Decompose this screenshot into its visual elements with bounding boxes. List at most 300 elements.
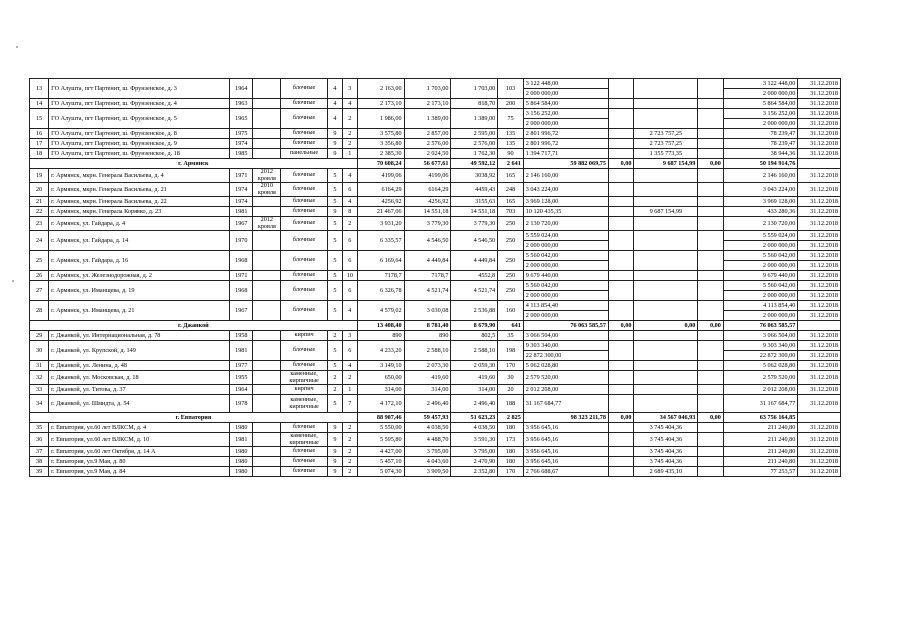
fund-owners-cell: 5 559 024,00 [723,231,798,241]
area-residential-cell: 2 352,80 [451,467,498,477]
date-cell: 31.12.2018 [798,183,841,197]
address-cell: ГО Алушта, пгт Партенит, ш. Фрунзенское, д. 8 [49,129,230,139]
cost-total-cell: 2 000 000,00 [523,291,608,301]
last-repair-cell [253,423,281,433]
area-total-cell: 6 169,64 [357,251,404,271]
fund-owners-cell: 3 969 128,00 [723,197,798,207]
area-residential-cell: 314,00 [451,385,498,395]
fund-federal-cell [608,271,634,281]
wall-material-cell: блочные [281,251,328,271]
floors-cell: 5 [327,361,342,371]
area-living-cell: 8 781,40 [404,321,451,331]
row-number-cell: 23 [30,217,49,231]
area-residential-cell: 4 038,50 [451,423,498,433]
fund-federal-cell [608,281,634,301]
date-cell: 31.12.2018 [798,341,841,351]
area-living-cell: 2 576,00 [404,139,451,149]
year-cell: 1967 [230,217,253,231]
row-number-cell: 33 [30,385,49,395]
cost-total-cell: 2 000 000,00 [523,241,608,251]
fund-regional-cell: 3 745 404,36 [634,457,698,467]
wall-material-cell: блочные [281,467,328,477]
last-repair-cell [253,457,281,467]
fund-owners-cell: 2 579 520,00 [723,371,798,385]
fund-federal-cell [608,467,634,477]
date-cell: 31.12.2018 [798,119,841,129]
fund-local-cell [698,447,724,457]
table-row [30,361,841,371]
fund-owners-cell: 3 156 252,00 [723,109,798,119]
wall-material-cell: блочные [281,183,328,197]
fund-regional-cell [634,217,698,231]
row-number-cell: 25 [30,251,49,271]
wall-material-cell: блочные [281,129,328,139]
address-cell: г. Армянск, ул. Железнодорожная, д. 2 [49,271,230,281]
table-row [30,251,841,261]
address-cell: г. Армянск, мкрн. Генерала Корявко, д. 23 [49,207,230,217]
last-repair-cell [253,331,281,341]
area-residential-cell: 818,70 [451,99,498,109]
residents-cell: 250 [498,281,524,301]
fund-regional-cell: 34 567 046,93 [634,413,698,423]
fund-regional-cell [634,331,698,341]
year-cell: 1981 [230,341,253,361]
address-cell: ГО Алушта, пгт Партенит, ш. Фрунзенское, д. 3 [49,79,230,99]
date-cell: 31.12.2018 [798,423,841,433]
budget-table-sheet [29,78,841,477]
area-living-cell: 2 073,30 [404,361,451,371]
fund-owners-cell: 3 043 224,00 [723,183,798,197]
fund-local-cell [698,197,724,207]
fund-regional-cell: 9 687 154,99 [634,207,698,217]
last-repair-cell [253,109,281,129]
address-cell: г. Джанкой, ул. Ленина, д. 48 [49,361,230,371]
area-living-cell: 3 779,30 [404,217,451,231]
fund-federal-cell [608,395,634,413]
date-cell: 31.12.2018 [798,79,841,89]
fund-local-cell [698,207,724,217]
row-number-cell: 16 [30,129,49,139]
date-cell: 31.12.2018 [798,385,841,395]
date-cell: 31.12.2018 [798,371,841,385]
entrances-cell: 2 [342,467,357,477]
fund-federal-cell [608,301,634,321]
date-cell: 31.12.2018 [798,197,841,207]
row-number-cell: 29 [30,331,49,341]
fund-owners-cell: 77 253,57 [723,467,798,477]
table-row [30,149,841,159]
fund-regional-cell [634,231,698,251]
area-total-cell: 650,00 [357,371,404,385]
fund-owners-cell: 211 240,80 [723,423,798,433]
wall-material-cell: блочные [281,281,328,301]
subtotal-name: г. Евпатория [30,413,358,423]
area-residential-cell: 4 521,74 [451,281,498,301]
date-cell: 31.12.2018 [798,271,841,281]
fund-federal-cell [608,207,634,217]
fund-owners-cell: 78 239,47 [723,129,798,139]
fund-local-cell [698,385,724,395]
table-row [30,433,841,447]
area-living-cell: 4 043,60 [404,457,451,467]
address-cell: ГО Алушта, пгт Партенит, ш. Фрунзенское, д. 4 [49,99,230,109]
area-total-cell: 2 173,10 [357,99,404,109]
area-total-cell: 5 457,10 [357,457,404,467]
table-row [30,207,841,217]
fund-owners-cell: 211 240,80 [723,433,798,447]
last-repair-cell [253,197,281,207]
cost-total-cell: 1 394 717,71 [523,149,608,159]
fund-regional-cell: 9 687 154,99 [634,159,698,169]
fund-owners-cell: 2 000 000,00 [723,241,798,251]
fund-federal-cell [608,99,634,109]
fund-owners-cell: 22 872 300,00 [723,351,798,361]
subtotal-name: г. Армянск [30,159,358,169]
area-total-cell: 13 408,40 [357,321,404,331]
address-cell: г. Евпатория, ул.60 лет ВЛКСМ, д. 10 [49,433,230,447]
area-total-cell: 4 233,20 [357,341,404,361]
fund-federal-cell [608,109,634,129]
area-residential-cell: 1 389,00 [451,109,498,129]
floors-cell: 5 [327,395,342,413]
floors-cell: 2 [327,385,342,395]
fund-local-cell [698,467,724,477]
cost-total-cell: 5 560 042,00 [523,281,608,291]
fund-owners-cell: 63 756 164,85 [723,413,798,423]
residents-cell: 75 [498,109,524,129]
table-row [30,197,841,207]
year-cell: 1958 [230,331,253,341]
fund-local-cell [698,149,724,159]
date-cell: 31.12.2018 [798,241,841,251]
entrances-cell: 2 [342,109,357,129]
area-total-cell: 70 608,24 [357,159,404,169]
fund-local-cell [698,457,724,467]
year-cell: 1968 [230,281,253,301]
floors-cell: 5 [327,301,342,321]
area-living-cell: 4 038,50 [404,423,451,433]
fund-regional-cell [634,109,698,129]
row-number-cell: 31 [30,361,49,371]
fund-owners-cell: 2 130 720,00 [723,217,798,231]
fund-owners-cell: 3 066 504,00 [723,331,798,341]
fund-owners-cell: 2 000 000,00 [723,119,798,129]
fund-local-cell [698,423,724,433]
area-residential-cell: 1 703,00 [451,79,498,99]
date-cell: 31.12.2018 [798,433,841,447]
wall-material-cell: блочные [281,99,328,109]
date-cell: 31.12.2018 [798,251,841,261]
entrances-cell: 6 [342,341,357,361]
cost-total-cell: 5 062 028,80 [523,361,608,371]
wall-material-cell: каменные, кирпичные [281,371,328,385]
table-row [30,99,841,109]
area-residential-cell: 419,60 [451,371,498,385]
date-cell: 31.12.2018 [798,361,841,371]
cost-total-cell: 31 167 684,77 [523,395,608,413]
fund-owners-cell: 2 000 000,00 [723,311,798,321]
fund-regional-cell: 3 745 404,36 [634,433,698,447]
residents-cell: 170 [498,467,524,477]
area-living-cell: 4 488,70 [404,433,451,447]
year-cell: 1963 [230,99,253,109]
table-row [30,341,841,351]
fund-federal-cell [608,169,634,183]
area-residential-cell: 4552,8 [451,271,498,281]
area-residential-cell: 51 623,23 [451,413,498,423]
table-row [30,231,841,241]
scan-speck [16,46,18,48]
last-repair-cell: 2012 кровля [253,169,281,183]
date-cell: 31.12.2018 [798,457,841,467]
residents-cell: 135 [498,129,524,139]
cost-total-cell: 3 066 504,00 [523,331,608,341]
fund-owners-cell: 433 280,36 [723,207,798,217]
year-cell: 1964 [230,385,253,395]
table-row [30,139,841,149]
fund-federal-cell [608,231,634,251]
residents-cell: 188 [498,395,524,413]
row-number-cell: 32 [30,371,49,385]
fund-regional-cell [634,169,698,183]
area-residential-cell: 2 576,00 [451,139,498,149]
address-cell: г. Армянск, ул. Гайдара, д. 16 [49,251,230,271]
floors-cell: 5 [327,231,342,251]
floors-cell: 5 [327,251,342,271]
cost-total-cell: 3 956 645,16 [523,457,608,467]
table-row [30,457,841,467]
cost-total-cell: 2 801 996,72 [523,139,608,149]
area-living-cell: 4256,92 [404,197,451,207]
area-total-cell: 2 163,00 [357,79,404,99]
cost-total-cell: 3 956 645,16 [523,433,608,447]
area-living-cell: 59 457,93 [404,413,451,423]
cost-total-cell: 22 872 300,00 [523,351,608,361]
row-number-cell: 20 [30,183,49,197]
residents-cell: 2 825 [498,413,524,423]
wall-material-cell: блочные [281,447,328,457]
fund-federal-cell: 0,00 [608,321,634,331]
area-total-cell: 4256,92 [357,197,404,207]
area-total-cell: 6 326,78 [357,281,404,301]
area-residential-cell: 3155,63 [451,197,498,207]
table-row [30,79,841,89]
wall-material-cell: каменные, кирпичные [281,433,328,447]
last-repair-cell [253,79,281,99]
cost-total-cell: 2 766 688,67 [523,467,608,477]
year-cell: 1980 [230,447,253,457]
year-cell: 1975 [230,129,253,139]
floors-cell: 4 [327,99,342,109]
area-total-cell: 3 931,20 [357,217,404,231]
row-number-cell: 26 [30,271,49,281]
wall-material-cell: блочные [281,197,328,207]
table-row [30,331,841,341]
area-total-cell: 6164,29 [357,183,404,197]
area-residential-cell: 2 470,90 [451,457,498,467]
table-row [30,301,841,311]
cost-total-cell: 9 303 340,00 [523,341,608,351]
fund-owners-cell: 50 194 914,76 [723,159,798,169]
residents-cell: 250 [498,251,524,271]
wall-material-cell: панельные [281,149,328,159]
entrances-cell: 7 [342,395,357,413]
cost-total-cell: 2 130 720,00 [523,217,608,231]
scan-speck [12,280,14,282]
year-cell: 1955 [230,371,253,385]
fund-local-cell [698,79,724,99]
last-repair-cell [253,447,281,457]
year-cell: 1968 [230,251,253,271]
floors-cell: 9 [327,149,342,159]
floors-cell: 5 [327,341,342,361]
residents-cell: 250 [498,217,524,231]
last-repair-cell [253,395,281,413]
cost-total-cell: 10 120 435,35 [523,207,608,217]
year-cell: 1974 [230,183,253,197]
table-row [30,281,841,291]
address-cell: г. Евпатория, ул.9 Мая, д. 84 [49,467,230,477]
residents-cell: 173 [498,433,524,447]
residents-cell: 180 [498,423,524,433]
fund-regional-cell [634,361,698,371]
entrances-cell: 3 [342,79,357,99]
wall-material-cell: блочные [281,457,328,467]
fund-regional-cell [634,301,698,321]
area-residential-cell: 2 588,10 [451,341,498,361]
fund-owners-cell: 76 063 585,57 [723,321,798,331]
last-repair-cell [253,433,281,447]
row-number-cell: 14 [30,99,49,109]
table-row [30,169,841,183]
fund-owners-cell: 211 240,80 [723,457,798,467]
subtotal-name: г. Джанкой [30,321,358,331]
area-total-cell: 7178,7 [357,271,404,281]
date-cell: 31.12.2018 [798,109,841,119]
fund-regional-cell [634,385,698,395]
floors-cell: 9 [327,139,342,149]
fund-local-cell [698,301,724,321]
residents-cell: 165 [498,169,524,183]
housing-repair-table [29,78,841,477]
fund-local-cell [698,169,724,183]
row-number-cell: 27 [30,281,49,301]
fund-federal-cell [608,331,634,341]
address-cell: г. Армянск, мкрн. Генерала Васильева, д. 21 [49,183,230,197]
area-living-cell: 3 795,00 [404,447,451,457]
year-cell: 1974 [230,139,253,149]
area-residential-cell: 2 059,30 [451,361,498,371]
entrances-cell: 3 [342,331,357,341]
address-cell: ГО Алушта, пгт Партенит, ш. Фрунзенское, д. 9 [49,139,230,149]
area-residential-cell: 4 546,50 [451,231,498,251]
last-repair-cell [253,271,281,281]
date-cell: 31.12.2018 [798,351,841,361]
floors-cell: 4 [327,109,342,129]
floors-cell: 9 [327,457,342,467]
cost-total-cell: 3 156 252,00 [523,109,608,119]
area-residential-cell: 8 679,90 [451,321,498,331]
area-residential-cell: 3038,92 [451,169,498,183]
fund-owners-cell: 38 944,36 [723,149,798,159]
address-cell: г. Армянск, ул. Гайдара, д. 14 [49,231,230,251]
row-number-cell: 18 [30,149,49,159]
fund-federal-cell [608,341,634,361]
row-number-cell: 28 [30,301,49,321]
residents-cell: 200 [498,99,524,109]
area-living-cell: 314,00 [404,385,451,395]
year-cell: 1965 [230,109,253,129]
fund-local-cell: 0,00 [698,159,724,169]
cost-total-cell: 2 000 000,00 [523,89,608,99]
fund-owners-cell: 2 012 208,00 [723,385,798,395]
fund-owners-cell: 9 303 340,00 [723,341,798,351]
last-repair-cell [253,149,281,159]
date-cell: 31.12.2018 [798,129,841,139]
fund-owners-cell: 78 239,47 [723,139,798,149]
date-cell: 31.12.2018 [798,231,841,241]
area-total-cell: 88 907,46 [357,413,404,423]
address-cell: г. Джанкой, ул. Московская, д. 18 [49,371,230,385]
year-cell: 1971 [230,169,253,183]
residents-cell: 248 [498,183,524,197]
entrances-cell: 4 [342,301,357,321]
floors-cell: 5 [327,217,342,231]
floors-cell: 5 [327,197,342,207]
date-cell: 31.12.2018 [798,447,841,457]
area-living-cell: 6164,29 [404,183,451,197]
fund-local-cell [698,395,724,413]
cost-total-cell: 3 969 128,00 [523,197,608,207]
area-total-cell: 3 149,10 [357,361,404,371]
residents-cell: 250 [498,231,524,251]
table-body [30,79,841,477]
cost-total-cell: 2 000 000,00 [523,261,608,271]
entrances-cell: 2 [342,447,357,457]
entrances-cell: 2 [342,433,357,447]
fund-owners-cell: 2 000 000,00 [723,261,798,271]
fund-federal-cell [608,251,634,271]
fund-federal-cell [608,385,634,395]
table-row [30,395,841,413]
fund-regional-cell [634,395,698,413]
date-cell: 31.12.2018 [798,281,841,291]
cost-total-cell: 76 063 585,57 [523,321,608,331]
area-total-cell: 4199,06 [357,169,404,183]
year-cell: 1980 [230,423,253,433]
address-cell: г. Армянск, ул. Гайдара, д. 4 [49,217,230,231]
fund-local-cell [698,231,724,251]
row-number-cell: 17 [30,139,49,149]
area-residential-cell: 3 795,00 [451,447,498,457]
date-cell: 31.12.2018 [798,311,841,321]
address-cell: г. Джанкой, ул. Шмидта, д. 54 [49,395,230,413]
fund-owners-cell: 211 240,80 [723,447,798,457]
area-living-cell: 2 588,10 [404,341,451,361]
fund-local-cell [698,341,724,361]
fund-owners-cell: 5 560 042,00 [723,281,798,291]
wall-material-cell: блочные [281,361,328,371]
entrances-cell: 4 [342,197,357,207]
fund-regional-cell [634,371,698,385]
address-cell: г. Армянск, ул. Иманщева, д. 21 [49,301,230,321]
residents-cell: 135 [498,139,524,149]
fund-local-cell [698,361,724,371]
area-residential-cell: 2 536,88 [451,301,498,321]
row-number-cell: 24 [30,231,49,251]
date-cell: 31.12.2018 [798,261,841,271]
fund-regional-cell: 2 723 757,25 [634,139,698,149]
